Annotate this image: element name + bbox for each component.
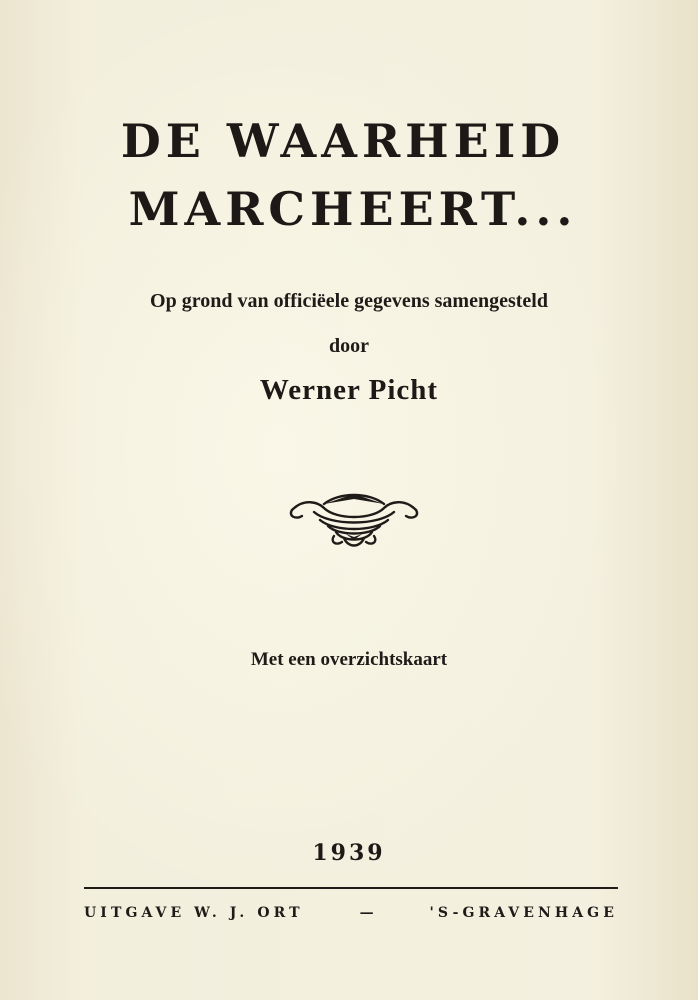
imprint-separator: — bbox=[359, 905, 374, 921]
imprint-line bbox=[84, 905, 618, 921]
map-note: Met een overzichtskaart bbox=[250, 649, 448, 670]
author-name: Werner Picht bbox=[259, 374, 439, 406]
decorative-flourish-icon bbox=[284, 490, 424, 552]
publication-year: 1939 bbox=[312, 840, 386, 866]
publisher: UITGAVE W. J. ORT bbox=[84, 905, 304, 921]
book-title-line-1: DE WAARHEID bbox=[120, 114, 566, 168]
book-title-line-2: MARCHEERT... bbox=[128, 182, 578, 236]
publisher-city: 'S-GRAVENHAGE bbox=[429, 905, 618, 921]
by-line: door bbox=[329, 335, 369, 357]
divider-rule bbox=[84, 887, 618, 889]
subtitle: Op grond van officiëele gegevens samengesteld bbox=[150, 290, 548, 312]
